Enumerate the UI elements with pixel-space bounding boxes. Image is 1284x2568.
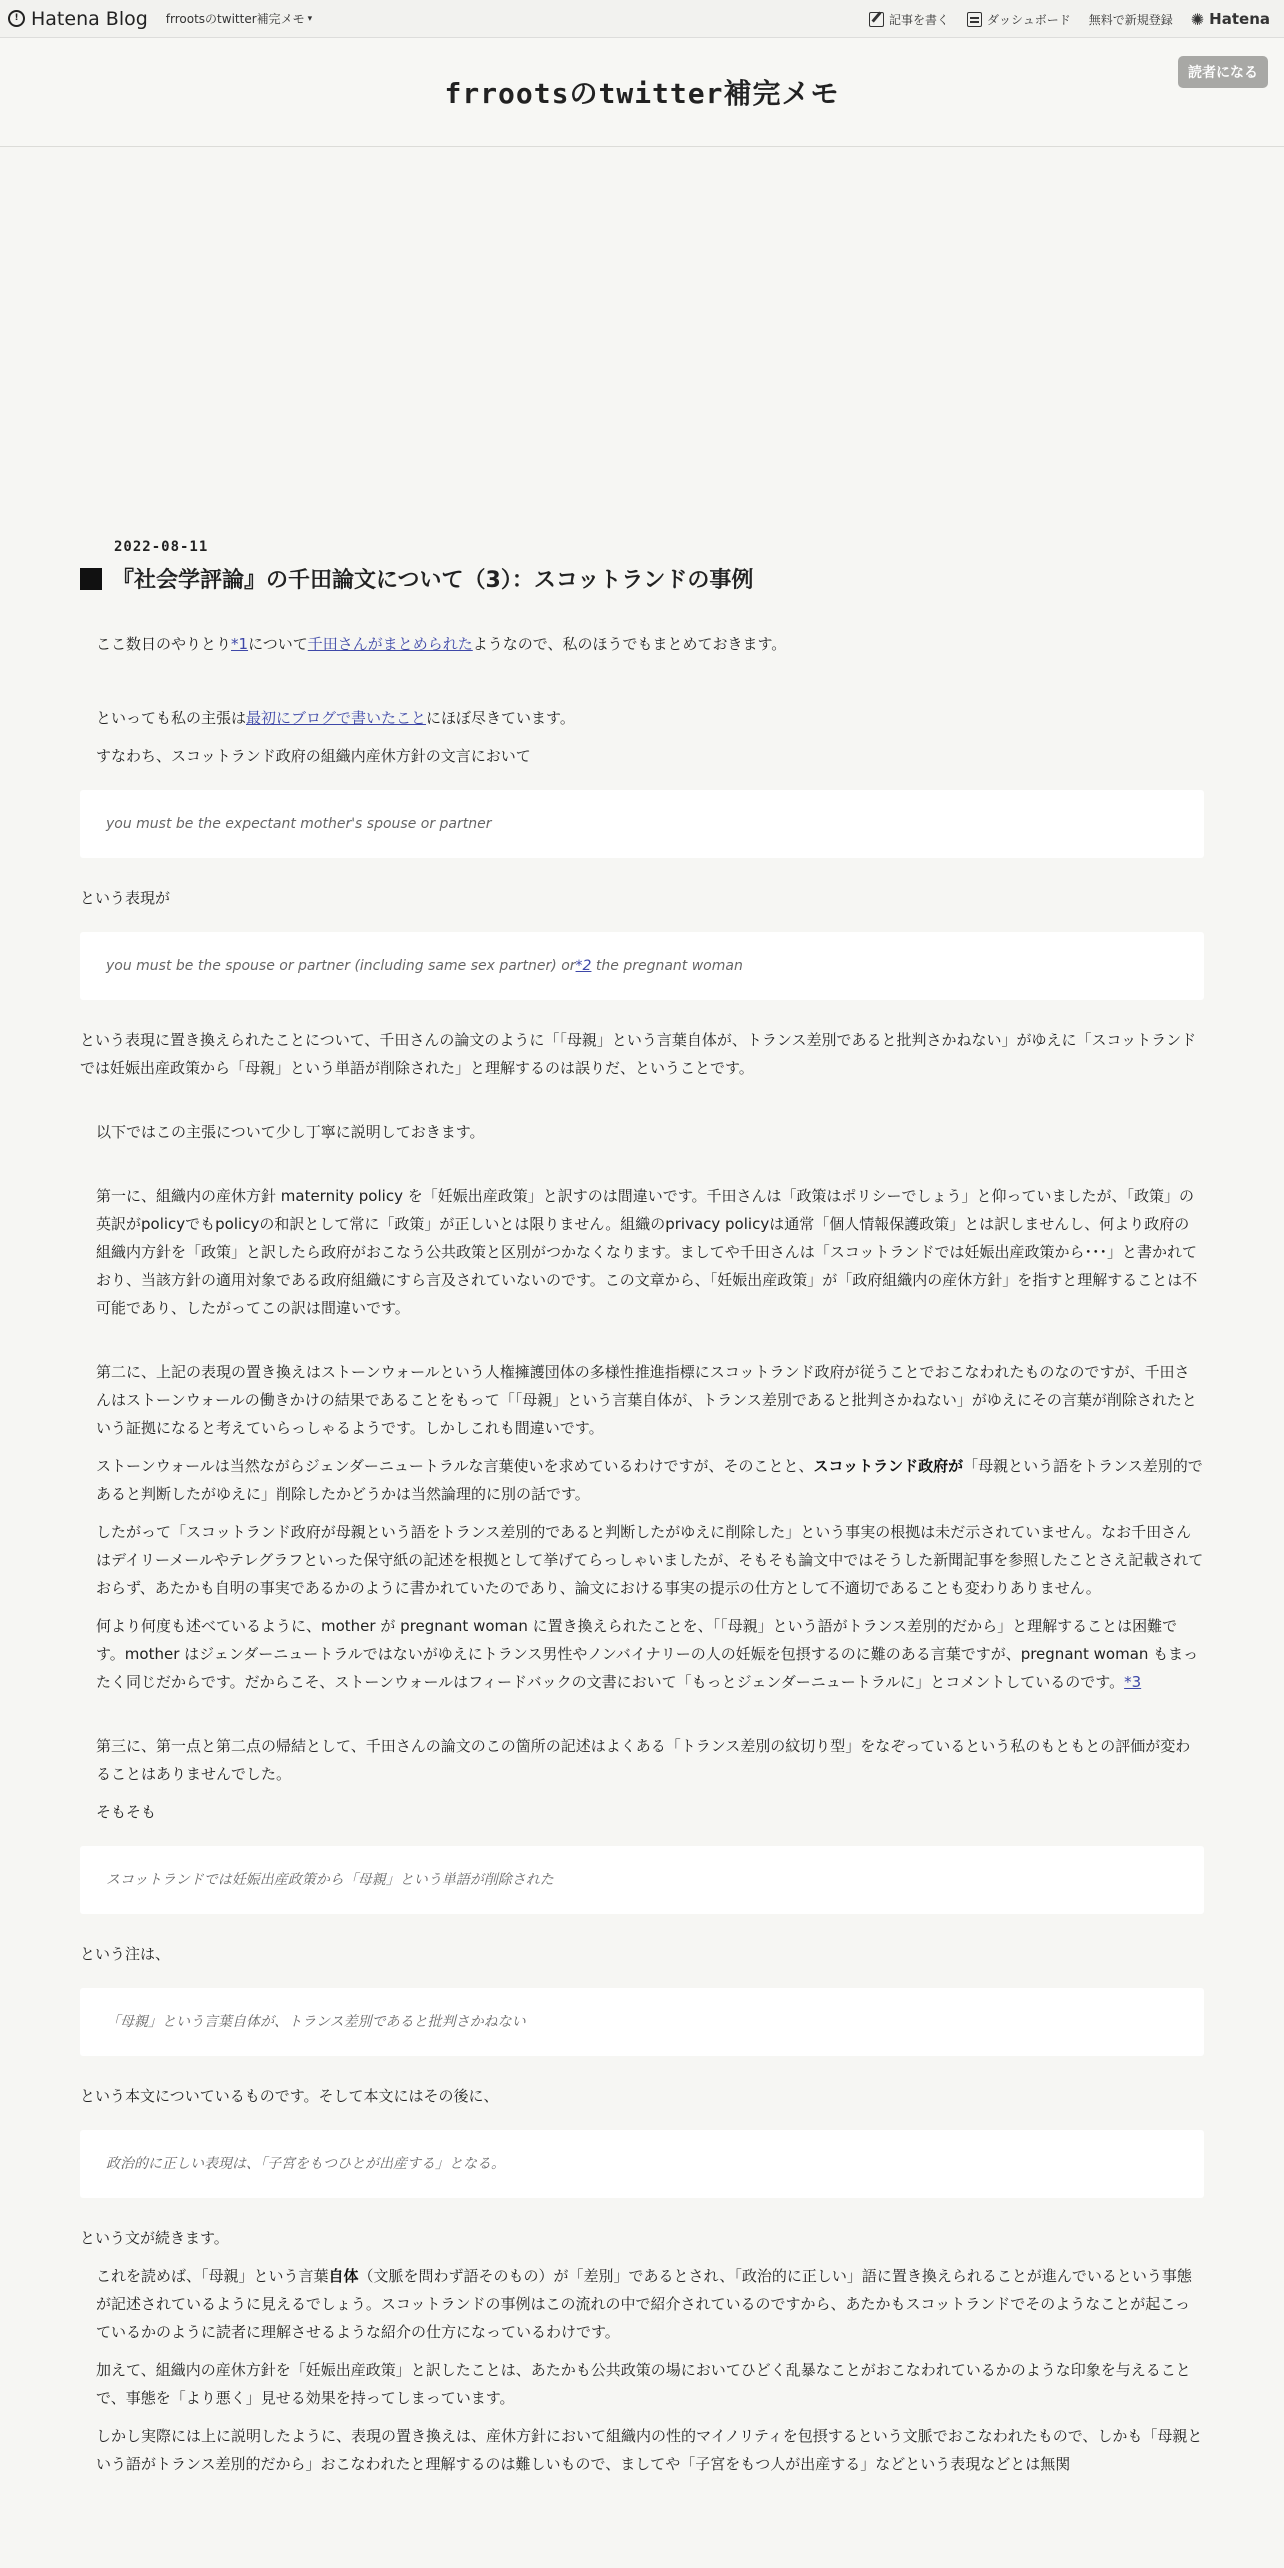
paragraph: 第一に、組織内の産休方針 maternity policy を「妊娠出産政策」と訳すのは間違いです。千田さんは「政策はポリシーでしょう」と仰っていましたが、「政策」の英訳がpolicyでもpolicyの和訳として常に「政策」が正しいとは限りません。組織のprivacy policyは通常「個人情報保護政策」とは訳しませんし、何より政府の組織内方針を「政策」と訳したら政府がおこなう公共政策と区別がつかなくなります。ましてや千田さんは「スコットランドでは妊娠出産政策から･･･」と書かれており、当該方針の適用対象である政府組織にすら言及されていないのです。この文章から、「妊娠出産政策」が「政府組織内の産休方針」を指すと理解することは不可能であり、したがってこの訳は間違いです。 (96, 1187, 1198, 1317)
title-square-icon (80, 568, 102, 590)
paragraph (80, 630, 1204, 658)
hatena-logo-icon: ! (8, 10, 25, 27)
text: これを読めば、「母親」という言葉 (96, 2267, 329, 2285)
text: にほぼ尽きています。 (426, 709, 575, 727)
paragraph: という本文についているものです。そして本文にはその後に、 (80, 2087, 499, 2105)
hatena-blog-logo[interactable] (8, 8, 148, 30)
write-entry-link[interactable] (869, 11, 949, 28)
write-entry-label: 記事を書く (888, 12, 949, 27)
chida-summary-link[interactable]: 千田さんがまとめられた (307, 635, 473, 653)
text: （文脈を問わず語そのもの）が「差別」であるとされ、「政治的に正しい」語に置き換えられることが進んでいるという事態が記述されているように見えるでしょう。スコットランドの事例はこの流れの中で紹介されているのですから、あたかもスコットランドでそのようなことが起こっているかのように読者に理解させるような紹介の仕方になっているわけです。 (96, 2267, 1192, 2341)
caret-down-icon: ▾ (307, 13, 313, 24)
blockquote: 「母親」という言葉自体が、トランス差別であると批判さかねない (80, 1988, 1204, 2056)
paragraph: すなわち、スコットランド政府の組織内産休方針の文言において (96, 747, 531, 765)
signup-link[interactable]: 無料で新規登録 (1088, 12, 1173, 27)
text: ここ数日のやりとり (96, 635, 232, 653)
blockquote (80, 932, 1204, 1000)
blog-title[interactable]: frrootsのtwitter補完メモ (444, 77, 840, 110)
top-bar (0, 0, 1284, 38)
dashboard-icon (967, 12, 982, 27)
entry-title (80, 563, 1204, 594)
text: ようなので、私のほうでもまとめておきます。 (472, 635, 787, 653)
text: 「母親という語をトランス差別的であると判断したがゆえに」削除したかどうかは当然論理的に別の話です。 (96, 1457, 1203, 1503)
first-blog-post-link[interactable]: 最初にブログで書いたこと (246, 709, 427, 727)
blockquote: 政治的に正しい表現は、「子宮をもつひとが出産する」となる。 (80, 2130, 1204, 2198)
text: について (248, 635, 308, 653)
top-right-menu (869, 0, 1270, 38)
bold-text: 自体 (328, 2267, 359, 2285)
paragraph: したがって「スコットランド政府が母親という語をトランス差別的であると判断したがゆえに削除した」という事実の根拠は未だ示されていません。なお千田さんはデイリーメールやテレグラフといった保守紙の記述を根拠として挙げてらっしゃいましたが、そもそも論文中ではそうした新聞記事を参照したことさえ記載されておらず、あたかも自明の事実であるかのように書かれていたのであり、論文における事実の提示の仕方として不適切であることも変わりありません。 (96, 1523, 1204, 1597)
blockquote: スコットランドでは妊娠出産政策から「母親」という単語が削除された (80, 1846, 1204, 1914)
hatena-menu[interactable] (1191, 10, 1270, 29)
blog-menu[interactable] (166, 10, 312, 27)
text: the pregnant woman (591, 958, 743, 974)
ad-space (0, 147, 1284, 539)
paragraph: という表現が (80, 889, 171, 907)
entry-body (80, 630, 1204, 2478)
paragraph: 以下ではこの主張について少し丁寧に説明しておきます。 (96, 1123, 485, 1141)
text: といっても私の主張は (96, 709, 247, 727)
paragraph: しかし実際には上に説明したように、表現の置き換えは、産休方針において組織内の性的マイノリティを包摂するという文脈でおこなわれたもので、しかも「母親という語がトランス差別的だから」おこなわれたと理解するのは難しいもので、ましてや「子宮をもつ人が出産する」などという表現などとは無関 (96, 2427, 1203, 2473)
paragraph (80, 704, 1204, 732)
dashboard-link[interactable] (967, 11, 1071, 28)
text: 何より何度も述べているように、mother が pregnant woman に置き換えられたことを、「「母親」という語がトランス差別的だから」と理解することは困難です。mother はジェンダーニュートラルではないがゆえにトランス男性やノンバイナリーの人の妊娠を包摂するのに難のある言葉ですが、pregnant woman もまったく同じだからです。だからこそ、ストーンウォールはフィードバックの文書において「もっとジェンダーニュートラルに」とコメントしているのです。 (96, 1617, 1199, 1691)
paragraph: 第二に、上記の表現の置き換えはストーンウォールという人権擁護団体の多様性推進指標にスコットランド政府が従うことでおこなわれたものなのですが、千田さんはストーンウォールの働きかけの結果であることをもって「「母親」という言葉自体が、トランス差別であると批判さかねない」がゆえにその言葉が削除されたという証拠になると考えていらっしゃるようです。しかしこれも間違いです。 (96, 1363, 1197, 1437)
paragraph: という文が続きます。 (80, 2229, 229, 2247)
paragraph: という表現に置き換えられたことについて、千田さんの論文のように「「母親」という言葉自体が、トランス差別であると批判さかねない」がゆえに「スコットランドでは妊娠出産政策から「母親」という単語が削除された」と理解するのは誤りだ、ということです。 (80, 1031, 1197, 1077)
paragraph: そもそも (96, 1803, 157, 1821)
paragraph (80, 2262, 1204, 2346)
bold-text: スコットランド政府が (813, 1457, 964, 1475)
subscribe-button[interactable]: 読者になる (1178, 56, 1268, 88)
paragraph: 第三に、第一点と第二点の帰結として、千田さんの論文のこの箇所の記述はよくある「トランス差別の紋切り型」をなぞっているという私のもともとの評価が変わることはありませんでした。 (96, 1737, 1191, 1783)
paragraph (80, 1452, 1204, 1508)
blog-header (0, 38, 1284, 147)
footnote-link[interactable]: *3 (1124, 1673, 1142, 1691)
hatena-label: Hatena (1209, 10, 1270, 28)
blockquote: you must be the expectant mother's spouse or partner (80, 790, 1204, 858)
brand-label: Hatena Blog (31, 7, 148, 30)
paragraph: 加えて、組織内の産休方針を「妊娠出産政策」と訳したことは、あたかも公共政策の場においてひどく乱暴なことがおこなわれているかのような印象を与えることで、事態を「より悪く」見せる効果を持ってしまっています。 (96, 2361, 1191, 2407)
blog-menu-label: frrootsのtwitter補完メモ (165, 12, 305, 26)
hatena-sun-icon: ✺ (1190, 9, 1205, 29)
article (80, 539, 1204, 2478)
pencil-icon (869, 12, 884, 27)
text: you must be the spouse or partner (including same sex partner) or (106, 958, 576, 974)
footnote-link[interactable]: *2 (575, 958, 592, 974)
dashboard-label: ダッシュボード (986, 12, 1071, 27)
footnote-link[interactable]: *1 (231, 635, 249, 653)
entry-date[interactable]: 2022-08-11 (114, 539, 209, 555)
paragraph: という注は、 (80, 1945, 171, 1963)
text: ストーンウォールは当然ながらジェンダーニュートラルな言葉使いを求めているわけですが、そのことと、 (96, 1457, 814, 1475)
entry-title-text[interactable]: 『社会学評論』の千田論文について（3）：スコットランドの事例 (112, 568, 754, 593)
paragraph (80, 1612, 1204, 1696)
